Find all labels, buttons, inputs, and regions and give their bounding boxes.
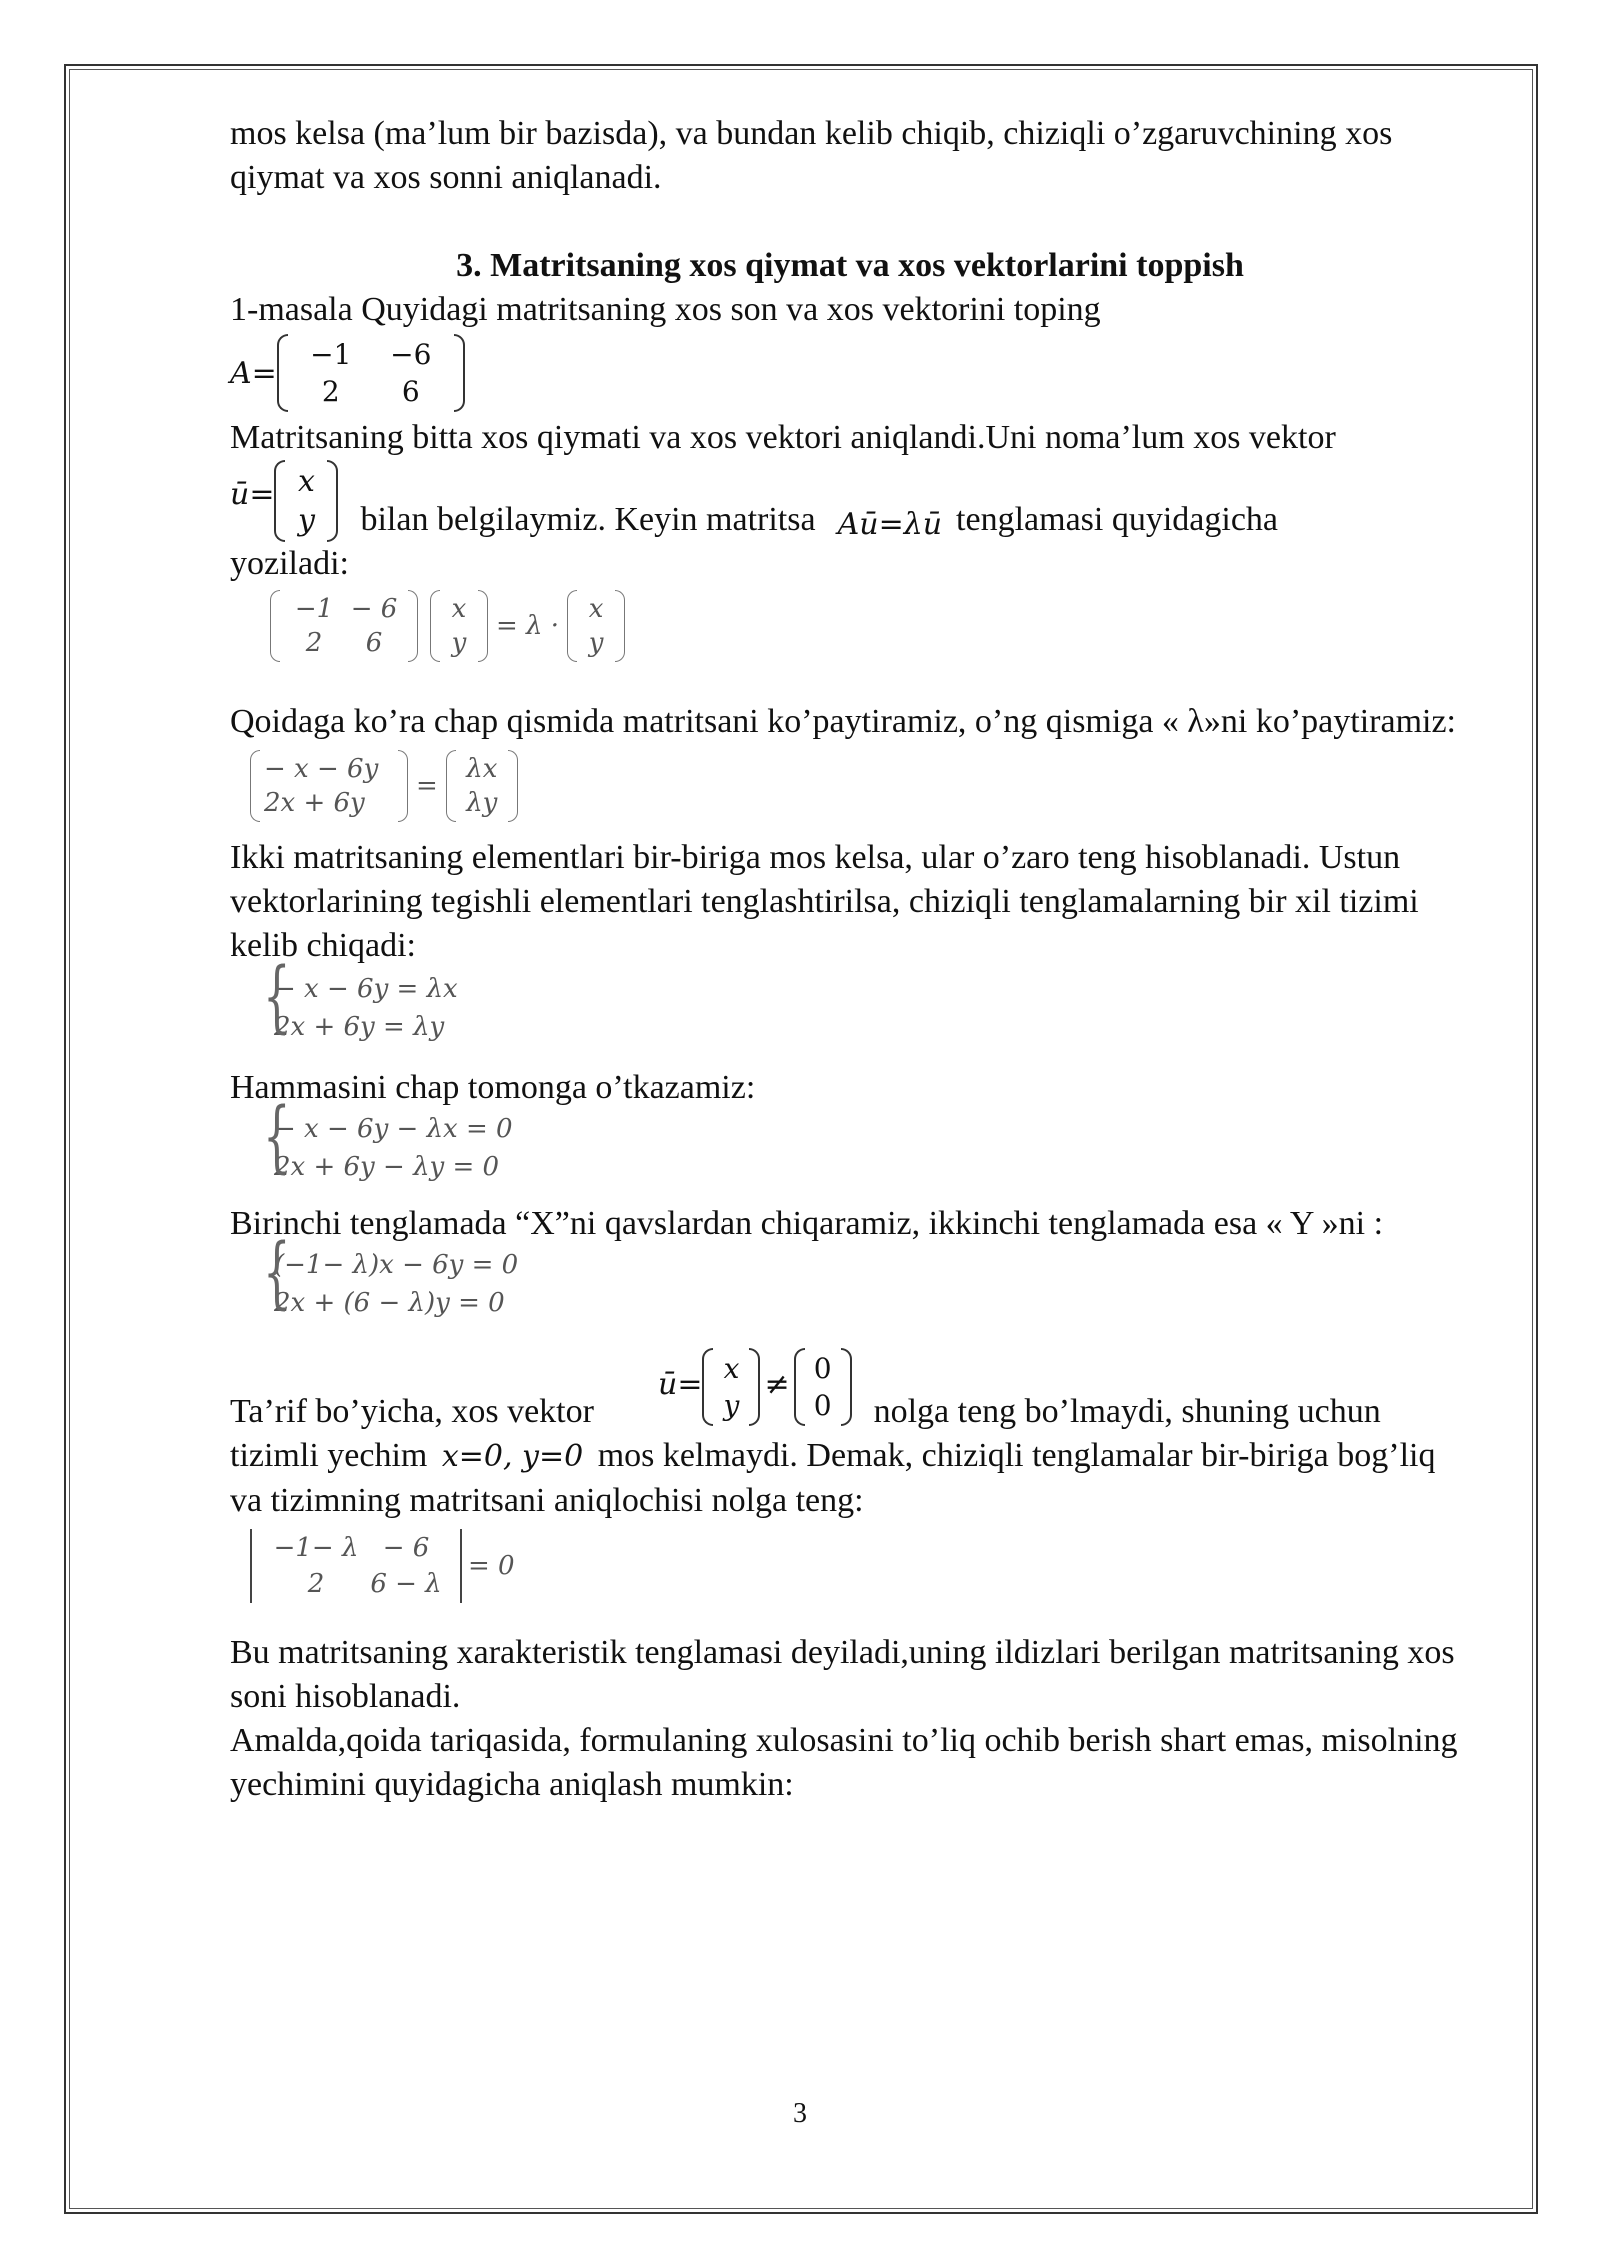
matrix-a-label: A= — [230, 355, 277, 391]
nonzero-u-vector — [702, 1348, 760, 1426]
zero-vector-cell: 0 — [813, 1389, 832, 1422]
eq2-left-cell: − x − 6y — [264, 754, 379, 784]
eq1-vector-right-cell: y — [588, 628, 604, 658]
eq2-left-vector — [250, 750, 408, 822]
eq1-matrix-cell: −1 — [294, 594, 334, 624]
system-3-row: { (−1− λ)x − 6y = 0 — [274, 1250, 519, 1280]
eq1-vector-cell: x — [451, 594, 467, 624]
text-nolga-teng: nolga teng bo’lmaydi, shuning uchun — [873, 1393, 1381, 1430]
eq1-matrix-cell: − 6 — [350, 594, 398, 624]
paragraph-move-left: Hammasini chap tomonga o’tkazamiz: — [230, 1069, 756, 1106]
determinant-cell: −1− λ — [273, 1533, 359, 1563]
determinant-equals-zero: = 0 — [468, 1551, 515, 1581]
system-1-row: { − x − 6y = λx — [274, 974, 458, 1004]
eigen-equation: Aū=λū — [837, 507, 943, 542]
paragraph-multiply: Qoidaga ko’ra chap qismida matritsani ko’paytiramiz, o’ng qismiga « λ»ni ko’paytiramiz: — [230, 703, 1456, 740]
system-2-row: { − x − 6y − λx = 0 — [274, 1114, 513, 1144]
text-belgilaymiz: bilan belgilaymiz. Keyin matritsa — [360, 501, 816, 538]
u-vector — [274, 460, 338, 542]
text-tizimli-yechim: tizimli yechim — [230, 1437, 428, 1474]
eq1-vector-right-cell: x — [588, 594, 604, 624]
system-2-equations — [258, 1114, 513, 1182]
page-content — [230, 112, 1470, 1807]
eq1-equals-lambda: = λ · — [496, 611, 560, 641]
eq1-vector-cell: y — [451, 628, 467, 658]
text-mos-kelmaydi: mos kelmaydi. Demak, chiziqli tenglamalar bir-biriga bog’liq va tizimning matritsani aniqlochisi nolga teng: — [230, 1437, 1436, 1519]
paragraph-equal-elements: Ikki matritsaning elementlari bir-biriga mos kelsa, ular o’zaro teng hisoblanadi. Ustun vektorlarining tegishli elementlari tenglashtirilsa, chiziqli tenglamalarning bir xil tizimi kelib chiqadi: — [230, 839, 1419, 964]
eq1-vector-right — [567, 590, 625, 662]
eq1-matrix-cell: 6 — [365, 628, 383, 658]
eq1-matrix-cell: 2 — [305, 628, 323, 658]
matrix-a-cell: −1 — [310, 338, 352, 371]
system-2 — [258, 1114, 1470, 1182]
trivial-solution: x=0, y=0 — [441, 1439, 584, 1474]
paragraph-eigenvector: Matritsaning bitta xos qiymati va xos vektori aniqlandi.Uni noma’lum xos vektor — [230, 419, 1336, 456]
matrix-a-definition — [230, 334, 1470, 412]
paragraph-factor-out: Birinchi tenglamada “X”ni qavslardan chiqaramiz, ikkinchi tenglamada esa « Y »ni : — [230, 1205, 1384, 1242]
eq2-right-cell: λy — [466, 788, 498, 818]
paragraph-practice: Amalda,qoida tariqasida, formulaning xulosasini to’liq ochib berish shart emas, misolning yechimini quyidagicha aniqlash mumkin: — [230, 1722, 1458, 1803]
eq1-vector — [430, 590, 488, 662]
system-3-equations — [258, 1250, 518, 1318]
eq2-equals: = — [416, 771, 438, 801]
determinant-cell: 6 − λ — [370, 1569, 442, 1599]
not-equal-sign: ≠ — [764, 1367, 790, 1402]
system-1-row: 2x + 6y = λy — [274, 1012, 445, 1042]
paragraph-intro: mos kelsa (ma’lum bir bazisda), va bundan kelib chiqib, chiziqli o’zgaruvchining xos qiymat va xos sonni aniqlanadi. — [230, 115, 1393, 196]
matrix-a — [277, 334, 465, 412]
text-tenglamasi: tenglamasi quyidagicha — [956, 501, 1279, 538]
u-vector-cell: y — [297, 503, 315, 538]
text-tarif: Ta’rif bo’yicha, xos vektor — [230, 1393, 594, 1430]
determinant-cell: − 6 — [382, 1533, 430, 1563]
equation-multiplied — [250, 750, 1470, 822]
u-label: ū= — [230, 477, 275, 512]
text-yoziladi: yoziladi: — [230, 545, 349, 582]
eq2-left-cell: 2x + 6y — [264, 788, 365, 818]
nonzero-u-cell: y — [723, 1389, 740, 1422]
eigenvector-line — [230, 460, 1470, 542]
paragraph-trivial-solution — [230, 1434, 1470, 1523]
system-1-equations — [258, 974, 458, 1042]
system-3-row: 2x + (6 − λ)y = 0 — [274, 1288, 505, 1318]
matrix-a-cell: 6 — [401, 375, 420, 408]
nonzero-u-cell: x — [723, 1352, 740, 1385]
zero-vector — [794, 1348, 852, 1426]
eq2-right-vector — [446, 750, 518, 822]
equation-av-lambda — [270, 590, 1470, 662]
eq2-right-cell: λx — [466, 754, 498, 784]
matrix-a-cell: 2 — [321, 375, 340, 408]
system-3 — [258, 1250, 1470, 1318]
eq1-matrix — [270, 590, 418, 662]
system-2-row: 2x + 6y − λy = 0 — [274, 1152, 500, 1182]
problem-statement: 1-masala Quyidagi matritsaning xos son va xos vektorini toping — [230, 291, 1101, 328]
determinant — [250, 1529, 462, 1603]
page-number: 3 — [793, 2098, 807, 2129]
matrix-a-cell: −6 — [390, 338, 432, 371]
determinant-equation — [250, 1529, 1470, 1603]
section-heading: 3. Matritsaning xos qiymat va xos vektorlarini toppish — [456, 247, 1244, 284]
system-1 — [258, 974, 1470, 1042]
zero-vector-cell: 0 — [813, 1352, 832, 1385]
definition-line — [230, 1348, 1470, 1434]
u-vector-cell: x — [298, 464, 315, 499]
determinant-cell: 2 — [307, 1569, 325, 1599]
paragraph-characteristic: Bu matritsaning xarakteristik tenglamasi deyiladi,uning ildizlari berilgan matritsaning xos soni hisoblanadi. — [230, 1634, 1455, 1715]
nonzero-u-label: ū= — [658, 1367, 703, 1402]
